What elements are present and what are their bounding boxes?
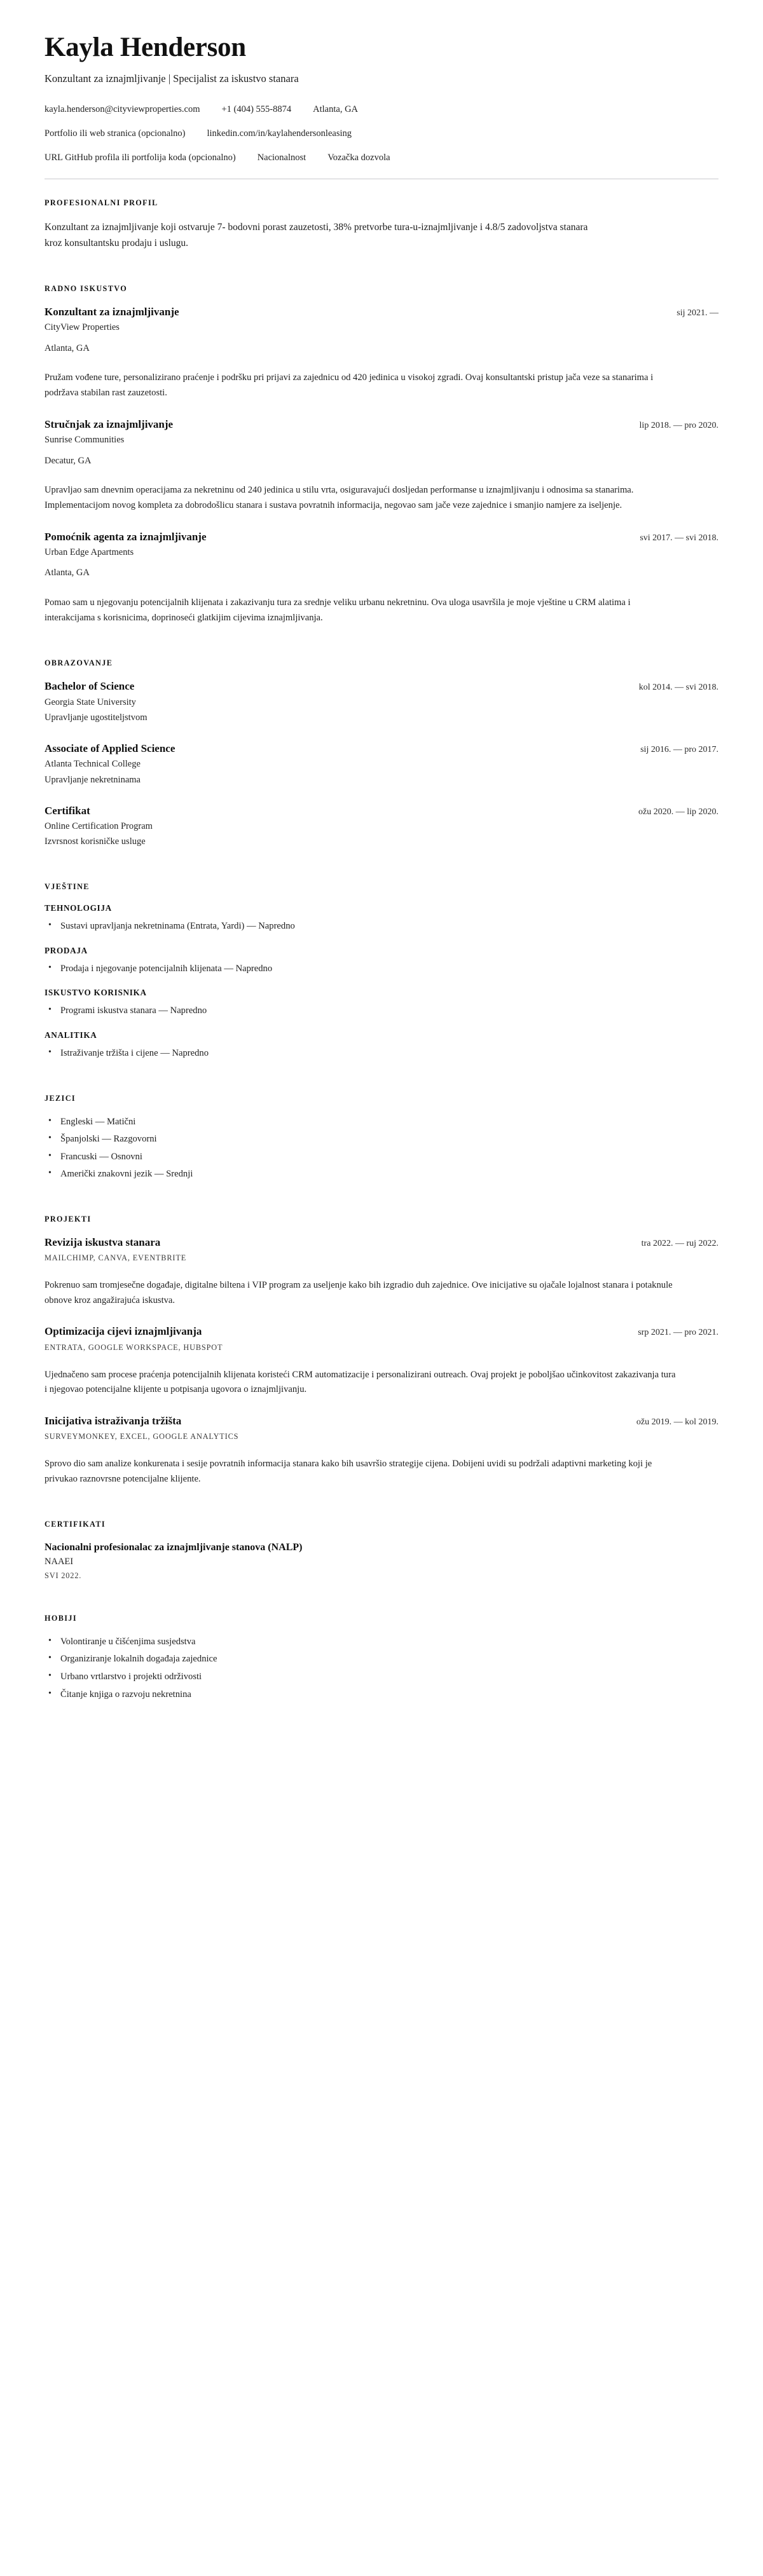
contact-line-3 <box>45 151 718 165</box>
skill-group <box>45 1030 718 1061</box>
spacer <box>45 270 718 284</box>
skill-item: • Prodaja i njegovanje potencijalnih klijenata — Napredno <box>45 962 718 976</box>
skill-group <box>45 903 718 934</box>
experience-description: Upravljao sam dnevnim operacijama za nekretninu od 240 jedinica u stilu vrta, osiguravajući dosljedan performanse u iznajmljivanju i odnosima sa stanarima. Implementacijom novog kompleta za dobrodošlicu stanara i sustava povratnih informacija, negovao sam jače veze zajednice i smanjio namjere za iseljenje. <box>45 485 634 510</box>
experience-location: Atlanta, GA <box>45 568 90 578</box>
experience-company: Sunrise Communities <box>45 434 125 445</box>
section-projects <box>45 1215 718 1487</box>
experience-description: Pružam vođene ture, personalizirano praćenje i podršku pri prijavi za zajednicu od 420 jedinica u visokoj zgradi. Ovaj konsultantski pristup jača veze sa stanarima i podržava stabilan rast zauzetosti. <box>45 372 654 399</box>
spacer <box>45 644 718 658</box>
certificate-issuer: NAAEI <box>45 1556 74 1567</box>
project-description: Pokrenuo sam tromjesečne događaje, digitalne biltena i VIP program za useljenje kako bih izgradio duh zajednice. Ove inicijative su ojačale lojalnost stanara i potaknule obnove kroz angažirajuća iskustva. <box>45 1280 673 1305</box>
experience-item <box>45 418 718 514</box>
education-date: ožu 2020. — lip 2020. <box>638 807 718 817</box>
skill-list <box>45 962 718 976</box>
experience-role: Stručnjak za iznajmljivanje <box>45 418 174 430</box>
project-description: Ujednačeno sam procese praćenja potencijalnih klijenata koristeći CRM automatizacije i personalizirani outreach. Ovaj projekt je poboljšao učinkovitost zakazivanja tura i njegovao potencijalne klijente u potpisanja ugovora o iznajmljivanju. <box>45 1369 676 1395</box>
project-item-head <box>45 1236 718 1250</box>
education-field: Upravljanje ugostiteljstvom <box>45 712 148 723</box>
experience-item-head <box>45 305 718 319</box>
project-name: Revizija iskustva stanara <box>45 1236 161 1249</box>
education-item-head <box>45 804 718 818</box>
experience-item <box>45 530 718 626</box>
section-title-profile: PROFESIONALNI PROFIL <box>45 198 158 207</box>
certificate-item <box>45 1541 718 1581</box>
project-date: srp 2021. — pro 2021. <box>638 1328 718 1338</box>
experience-item-head <box>45 418 718 432</box>
skill-list <box>45 1046 718 1061</box>
contact-portfolio-placeholder[interactable]: Portfolio ili web stranica (opcionalno) <box>45 128 186 139</box>
hobby-item: • Urbano vrtlarstvo i projekti održivosti <box>45 1670 718 1684</box>
contact-location: Atlanta, GA <box>313 104 359 114</box>
skill-list <box>45 1004 718 1018</box>
candidate-headline: Konzultant za iznajmljivanje | Specijalist za iskustvo stanara <box>45 72 299 85</box>
experience-company: Urban Edge Apartments <box>45 547 134 557</box>
experience-item <box>45 305 718 401</box>
spacer <box>45 1506 718 1520</box>
language-item: • Američki znakovni jezik — Srednji <box>45 1167 718 1182</box>
skill-group <box>45 988 718 1018</box>
section-title-certificates: CERTIFIKATI <box>45 1520 106 1529</box>
experience-date: lip 2018. — pro 2020. <box>639 420 718 430</box>
language-item: • Francuski — Osnovni <box>45 1150 718 1164</box>
education-item <box>45 742 718 787</box>
certificate-name: Nacionalni profesionalac za iznajmljivanje stanova (NALP) <box>45 1542 303 1553</box>
section-profile <box>45 198 718 251</box>
skill-item: • Istraživanje tržišta i cijene — Napredno <box>45 1046 718 1061</box>
project-name: Optimizacija cijevi iznajmljivanja <box>45 1325 202 1338</box>
project-date: tra 2022. — ruj 2022. <box>641 1239 718 1249</box>
contact-phone[interactable]: +1 (404) 555-8874 <box>221 104 292 114</box>
section-title-experience: RADNO ISKUSTVO <box>45 283 128 293</box>
section-skills <box>45 882 718 1060</box>
education-item <box>45 804 718 850</box>
skill-item: • Programi iskustva stanara — Napredno <box>45 1004 718 1018</box>
project-description: Sprovo dio sam analize konkurenata i sesije povratnih informacija stanara kako bih usavršio strategije cijena. Dobijeni uvidi su podržali adaptivni marketing koji je privukao raznovrsne potencijalne klijente. <box>45 1458 652 1484</box>
hobby-item: • Volontiranje u čišćenjima susjedstva <box>45 1635 718 1649</box>
education-date: sij 2016. — pro 2017. <box>640 745 718 755</box>
education-degree: Bachelor of Science <box>45 680 135 693</box>
section-certificates <box>45 1520 718 1581</box>
experience-location: Decatur, GA <box>45 455 92 466</box>
spacer <box>45 1201 718 1215</box>
hobby-list <box>45 1635 718 1701</box>
project-date: ožu 2019. — kol 2019. <box>636 1417 718 1427</box>
project-item <box>45 1325 718 1397</box>
section-hobbies <box>45 1614 718 1701</box>
section-title-skills: VJEŠTINE <box>45 882 90 892</box>
contact-line-1 <box>45 103 718 116</box>
section-languages <box>45 1094 718 1182</box>
experience-description: Pomao sam u njegovanju potencijalnih klijenata i zakazivanju tura za srednje veliku urbanu nekretninu. Ova uloga usavršila je moje vještine u CRM alatima i interakcijama s korisnicima, doprinoseći glatkijim cijevima iznajmljivanja. <box>45 597 631 623</box>
candidate-name: Kayla Henderson <box>45 32 246 62</box>
education-field: Izvrsnost korisničke usluge <box>45 836 146 847</box>
education-item-head <box>45 679 718 693</box>
contact-linkedin[interactable]: linkedin.com/in/kaylahendersonleasing <box>207 128 352 139</box>
section-title-projects: PROJEKTI <box>45 1215 92 1224</box>
certificate-date: SVI 2022. <box>45 1571 82 1580</box>
skill-category: TEHNOLOGIJA <box>45 903 112 913</box>
project-item <box>45 1414 718 1487</box>
education-item <box>45 679 718 725</box>
profile-summary: Konzultant za iznajmljivanje koji ostvaruje 7- bodovni porast zauzetosti, 38% pretvorbe tura-u-iznajmljivanje i 4.8/5 zadovoljstva stanara kroz konsultantsku prodaju i uslugu. <box>45 221 588 249</box>
project-item-head <box>45 1414 718 1428</box>
language-item: • Engleski — Matični <box>45 1115 718 1129</box>
hobby-item: • Čitanje knjiga o razvoju nekretnina <box>45 1687 718 1702</box>
project-item <box>45 1236 718 1308</box>
experience-role: Pomoćnik agenta za iznajmljivanje <box>45 530 207 543</box>
education-degree: Certifikat <box>45 804 90 817</box>
experience-date: svi 2017. — svi 2018. <box>640 533 718 543</box>
contact-github-placeholder[interactable]: URL GitHub profila ili portfolija koda (opcionalno) <box>45 152 236 163</box>
skill-list <box>45 919 718 934</box>
section-education <box>45 658 718 849</box>
education-school: Georgia State University <box>45 697 136 707</box>
section-title-hobbies: HOBIJI <box>45 1613 78 1623</box>
experience-company: CityView Properties <box>45 322 120 332</box>
skill-group <box>45 946 718 976</box>
resume-header <box>45 33 718 165</box>
education-field: Upravljanje nekretninama <box>45 774 141 785</box>
section-title-languages: JEZICI <box>45 1093 76 1103</box>
hobby-item: • Organiziranje lokalnih događaja zajednice <box>45 1652 718 1666</box>
language-list <box>45 1115 718 1182</box>
skill-category: ISKUSTVO KORISNIKA <box>45 988 147 998</box>
section-experience <box>45 284 718 626</box>
contact-email[interactable]: kayla.henderson@cityviewproperties.com <box>45 104 200 114</box>
education-school: Online Certification Program <box>45 821 153 831</box>
experience-location: Atlanta, GA <box>45 343 90 353</box>
education-degree: Associate of Applied Science <box>45 742 175 755</box>
project-tech: ENTRATA, GOOGLE WORKSPACE, HUBSPOT <box>45 1342 223 1352</box>
project-name: Inicijativa istraživanja tržišta <box>45 1414 182 1427</box>
spacer <box>45 868 718 882</box>
skill-category: PRODAJA <box>45 945 88 955</box>
contact-driving-license: Vozačka dozvola <box>327 152 390 163</box>
contact-nationality: Nacionalnost <box>257 152 306 163</box>
spacer <box>45 1080 718 1094</box>
contact-line-2 <box>45 127 718 140</box>
spacer <box>45 1600 718 1614</box>
project-item-head <box>45 1325 718 1339</box>
experience-item-head <box>45 530 718 544</box>
education-date: kol 2014. — svi 2018. <box>638 683 718 693</box>
section-title-education: OBRAZOVANJE <box>45 658 113 668</box>
education-school: Atlanta Technical College <box>45 759 141 770</box>
language-item: • Španjolski — Razgovorni <box>45 1132 718 1147</box>
experience-role: Konzultant za iznajmljivanje <box>45 305 179 318</box>
skill-item: • Sustavi upravljanja nekretninama (Entrata, Yardi) — Napredno <box>45 919 718 934</box>
skill-category: ANALITIKA <box>45 1030 97 1040</box>
project-tech: MAILCHIMP, CANVA, EVENTBRITE <box>45 1253 187 1263</box>
project-tech: SURVEYMONKEY, EXCEL, GOOGLE ANALYTICS <box>45 1431 239 1441</box>
experience-date: sij 2021. — <box>677 308 718 318</box>
education-item-head <box>45 742 718 756</box>
